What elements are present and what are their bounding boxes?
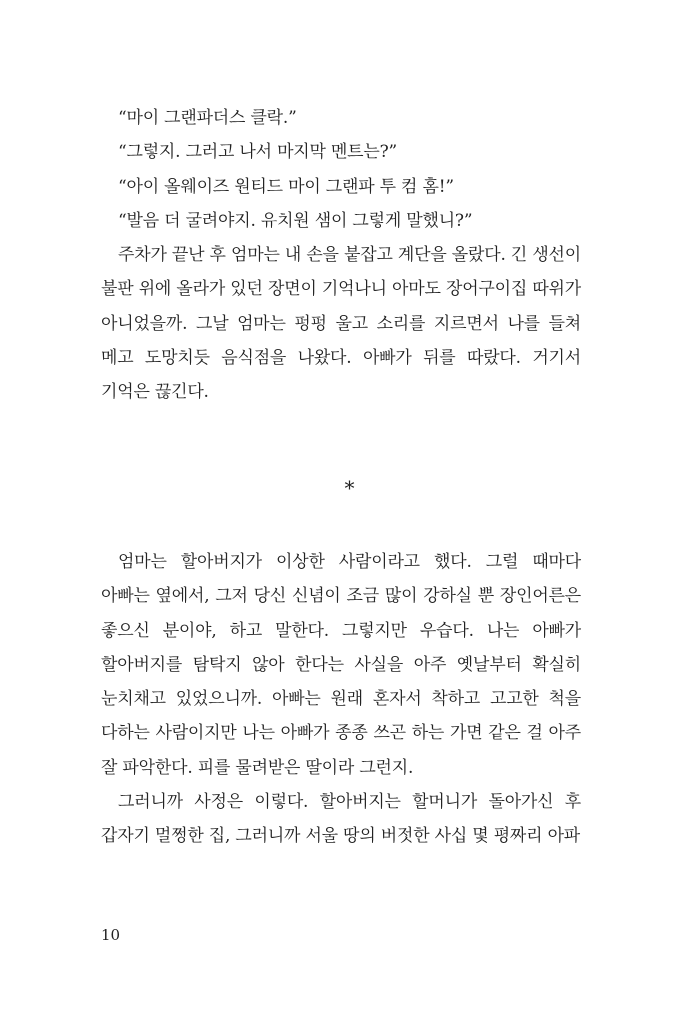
body-paragraph: 주차가 끝난 후 엄마는 내 손을 붙잡고 계단을 올랐다. 긴 생선이 불판 위에 올라가 있던 장면이 기억나니 아마도 장어구이집 따위가 아니었을까. 그날 엄마는 펑펑 울고 소리를 지르면서 나를 들쳐 메고 도망치듯 음식점을 나왔다. 아빠가 뒤를 따랐다. 거기서 기억은 끊긴다. — [101, 245, 581, 403]
text-block-top — [101, 101, 581, 410]
page-number: 10 — [101, 926, 121, 944]
dialogue-line: “그렇지. 그러고 나서 마지막 멘트는?” — [118, 142, 398, 163]
dialogue-line: “아이 올웨이즈 원티드 마이 그랜파 투 컴 홈!” — [118, 176, 454, 197]
section-separator: * — [344, 476, 355, 500]
text-block-bottom — [101, 545, 581, 854]
dialogue-line: “발음 더 굴려야지. 유치원 샘이 그렇게 말했니?” — [118, 210, 473, 231]
body-paragraph: 그러니까 사정은 이렇다. 할아버지는 할머니가 돌아가신 후 갑자기 멀쩡한 집, 그러니까 서울 땅의 버젓한 사십 몇 평짜리 아파 — [101, 792, 581, 847]
body-paragraph: 엄마는 할아버지가 이상한 사람이라고 했다. 그럴 때마다 아빠는 옆에서, 그저 당신 신념이 조금 많이 강하실 뿐 장인어른은 좋으신 분이야, 하고 말한다. 그렇지만 우습다. 나는 아빠가 할아버지를 탐탁지 않아 한다는 사실을 아주 옛날부터 확실히 눈치채고 있었으니까. 아빠는 원래 혼자서 착하고 고고한 척을 다하는 사람이지만 나는 아빠가 종종 쓰곤 하는 가면 같은 걸 아주 잘 파악한다. 피를 물려받은 딸이라 그런지. — [101, 552, 581, 778]
dialogue-line: “마이 그랜파더스 클락.” — [118, 108, 297, 128]
